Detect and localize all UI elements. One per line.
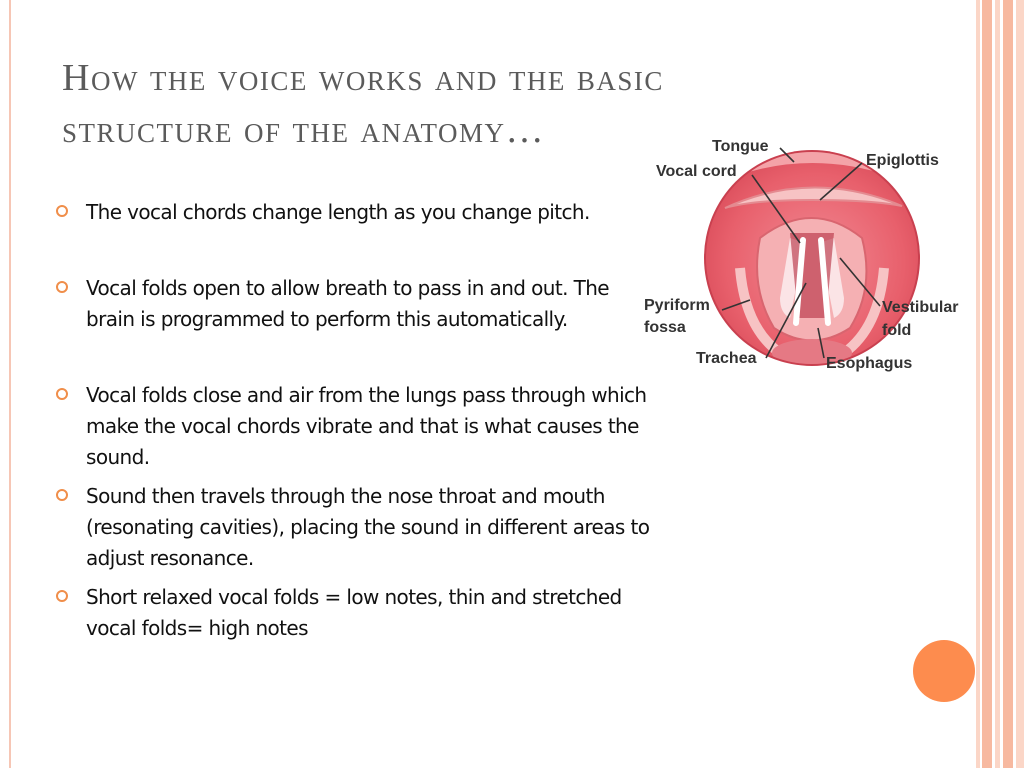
bullet-list bbox=[56, 197, 656, 644]
bullet-text: Vocal folds open to allow breath to pass in and out. The brain is programmed to perform this automatically. bbox=[86, 276, 610, 331]
bullet-text: Vocal folds close and air from the lungs pass through which make the vocal chords vibrate and that is what causes the sound. bbox=[86, 383, 647, 469]
label-esophagus: Esophagus bbox=[826, 355, 913, 372]
bullet-item bbox=[56, 582, 656, 644]
bullet-text: Short relaxed vocal folds = low notes, thin and stretched vocal folds= high notes bbox=[86, 585, 622, 640]
label-epiglottis: Epiglottis bbox=[866, 152, 939, 169]
bullet-marker-icon bbox=[56, 489, 68, 501]
left-border-decoration bbox=[0, 0, 11, 768]
bullet-marker-icon bbox=[56, 590, 68, 602]
label-vocal-cord: Vocal cord bbox=[656, 163, 737, 180]
larynx-anatomy-diagram bbox=[640, 128, 980, 378]
bullet-marker-icon bbox=[56, 388, 68, 400]
bullet-marker-icon bbox=[56, 281, 68, 293]
bullet-text: Sound then travels through the nose throat and mouth (resonating cavities), placing the sound in different areas to adjust resonance. bbox=[86, 484, 650, 570]
label-vestibular: Vestibular bbox=[882, 299, 959, 316]
bullet-marker-icon bbox=[56, 205, 68, 217]
orange-circle-decoration bbox=[913, 640, 975, 702]
label-tongue: Tongue bbox=[712, 138, 769, 155]
label-pyriform: Pyriform bbox=[644, 297, 710, 314]
label-fold: fold bbox=[882, 322, 912, 339]
slide-title: How the voice works and the basic structure of the anatomy… bbox=[62, 57, 664, 151]
bullet-item bbox=[56, 481, 656, 574]
bullet-item bbox=[56, 273, 656, 335]
label-fossa: fossa bbox=[644, 319, 686, 336]
bullet-item bbox=[56, 380, 656, 473]
right-stripe-decoration bbox=[976, 0, 1024, 768]
bullet-item bbox=[56, 197, 656, 228]
label-trachea: Trachea bbox=[696, 350, 757, 367]
bullet-text: The vocal chords change length as you change pitch. bbox=[86, 200, 590, 224]
